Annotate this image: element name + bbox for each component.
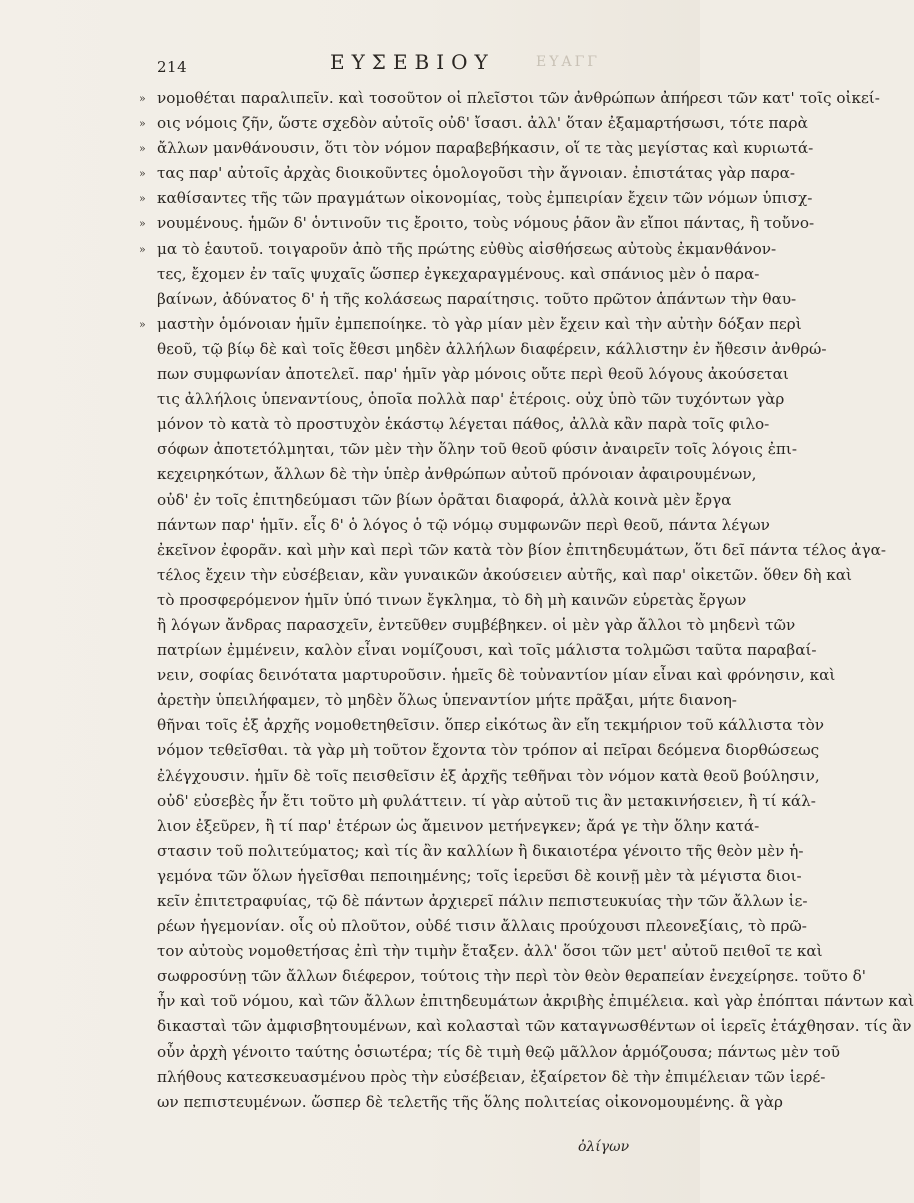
text-block bbox=[139, 86, 914, 1115]
line-text: ἦν καὶ τοῦ νόμου, καὶ τῶν ἄλλων ἐπιτηδευμάτων ἀκριβὴς ἐπιμέλεια. καὶ γὰρ ἐπόπται πάντων καὶ bbox=[157, 992, 914, 1011]
text-line bbox=[157, 287, 797, 312]
text-line bbox=[157, 764, 820, 789]
text-line bbox=[139, 136, 814, 161]
quotation-mark: » bbox=[139, 242, 146, 256]
text-line bbox=[139, 237, 777, 262]
quotation-mark: » bbox=[139, 317, 146, 331]
text-line bbox=[157, 914, 807, 939]
text-line bbox=[157, 1040, 840, 1065]
text-line bbox=[139, 111, 808, 136]
line-text: ων πεπιστευμένων. ὥσπερ δὲ τελετῆς τῆς ὅλης πολιτείας οἰκονομουμένης. ἃ γὰρ bbox=[157, 1092, 783, 1111]
text-line bbox=[157, 663, 836, 688]
text-line bbox=[157, 713, 824, 738]
text-line bbox=[139, 161, 796, 186]
catchword: ὀλίγων bbox=[578, 1139, 630, 1155]
line-text: βαίνων, ἀδύνατος δ' ἡ τῆς κολάσεως παραίτησις. τοῦτο πρῶτον ἁπάντων τὴν θαυ- bbox=[157, 289, 797, 308]
text-line bbox=[157, 262, 760, 287]
text-line bbox=[157, 638, 817, 663]
line-text: νειν, σοφίας δεινότατα μαρτυροῦσιν. ἡμεῖς δὲ τοὐναντίον μίαν εἶναι καὶ φρόνησιν, καὶ bbox=[157, 666, 836, 685]
line-text: κεχειρηκότων, ἄλλων δὲ τὴν ὑπὲρ ἀνθρώπων αὐτοῦ πρόνοιαν ἀφαιρουμένων, bbox=[157, 465, 757, 484]
text-line bbox=[157, 688, 737, 713]
text-line bbox=[157, 889, 808, 914]
text-line bbox=[157, 588, 747, 613]
line-text: μόνον τὸ κατὰ τὸ προστυχὸν ἑκάστῳ λέγεται πάθος, ἀλλὰ κἂν παρὰ τοῖς φιλο- bbox=[157, 415, 770, 434]
text-line bbox=[157, 613, 796, 638]
line-text: ρέων ἡγεμονίαν. οἷς οὐ πλοῦτον, οὐδέ τισιν ἄλλαις προύχουσι πλεονεξίαις, τὸ πρῶ- bbox=[157, 917, 807, 936]
line-text: ἄλλων μανθάνουσιν, ὅτι τὸν νόμον παραβεβήκασιν, οἵ τε τὰς μεγίστας καὶ κυριωτά- bbox=[157, 139, 814, 158]
text-line bbox=[157, 1014, 912, 1039]
line-text: λιον ἐξεῦρεν, ἢ τί παρ' ἑτέρων ὡς ἄμεινον μετήνεγκεν; ἄρά γε τὴν ὅλην κατά- bbox=[157, 816, 760, 835]
text-line bbox=[157, 989, 914, 1014]
text-line bbox=[157, 964, 866, 989]
text-line bbox=[157, 563, 852, 588]
text-line bbox=[157, 789, 816, 814]
line-text: σόφων ἀποτετόλμηται, τῶν μὲν τὴν ὅλην τοῦ θεοῦ φύσιν ἀναιρεῖν τοῖς λόγοις ἐπι- bbox=[157, 440, 797, 459]
line-text: τὸ προσφερόμενον ἡμῖν ὑπό τινων ἔγκλημα, τὸ δὴ μὴ καινῶν εὑρετὰς ἔργων bbox=[157, 590, 747, 609]
text-line bbox=[157, 738, 820, 763]
line-text: πων συμφωνίαν ἀποτελεῖ. παρ' ἡμῖν γὰρ μόνοις οὔτε περὶ θεοῦ λόγους ἀκούσεται bbox=[157, 365, 789, 384]
text-line bbox=[157, 362, 789, 387]
line-text: δικασταὶ τῶν ἀμφισβητουμένων, καὶ κολασταὶ τῶν καταγνωσθέντων οἱ ἱερεῖς ἐτάχθησαν. τίς ἂν bbox=[157, 1017, 912, 1036]
quotation-mark: » bbox=[139, 92, 146, 105]
text-line bbox=[157, 839, 804, 864]
text-line bbox=[157, 1090, 783, 1115]
text-line bbox=[139, 312, 802, 337]
quotation-mark: » bbox=[139, 167, 146, 181]
line-text: σωφροσύνῃ τῶν ἄλλων διέφερον, τούτοις τὴν περὶ τὸν θεὸν θεραπείαν ἐνεχείρησε. τοῦτο δ' bbox=[157, 967, 866, 986]
line-text: πατρίων ἐμμένειν, καλὸν εἶναι νομίζουσι, καὶ τοῖς μάλιστα τολμῶσι ταῦτα παραβαί- bbox=[157, 641, 817, 660]
quotation-mark: » bbox=[139, 117, 146, 131]
text-line bbox=[139, 186, 813, 211]
line-text: ἢ λόγων ἄνδρας παρασχεῖν, ἐντεῦθεν συμβέβηκεν. οἱ μὲν γὰρ ἄλλοι τὸ μηδενὶ τῶν bbox=[157, 615, 796, 634]
text-line bbox=[157, 387, 785, 412]
line-text: νουμένους. ἡμῶν δ' ὁντινοῦν τις ἔροιτο, τοὺς νόμους ῥᾶον ἂν εἴποι πάντας, ἢ τοὔνο- bbox=[157, 214, 815, 233]
running-title: ΕΥΣΕΒΙΟΥ bbox=[330, 50, 495, 74]
text-line bbox=[157, 513, 770, 538]
text-line bbox=[157, 939, 823, 964]
line-text: κεῖν ἐπιτετραφυίας, τῷ δὲ πάντων ἀρχιερεῖ πάλιν πεπιστευκυίας τὴν τῶν ἄλλων ἱε- bbox=[157, 892, 808, 910]
line-text: στασιν τοῦ πολιτεύματος; καὶ τίς ἂν καλλίων ἢ δικαιοτέρα γένοιτο τῆς θεὸν μὲν ἡ- bbox=[157, 841, 804, 860]
bleed-through-text: ΕΥΑΓΓ bbox=[536, 54, 600, 70]
text-line bbox=[157, 462, 757, 487]
line-text: τες, ἔχομεν ἐν ταῖς ψυχαῖς ὥσπερ ἐγκεχαραγμένους. καὶ σπάνιος μὲν ὁ παρα- bbox=[157, 264, 760, 283]
line-text: γεμόνα τῶν ὅλων ἡγεῖσθαι πεποιημένης; τοῖς ἱερεῦσι δὲ κοινῇ μὲν τὰ μέγιστα διοι- bbox=[157, 866, 802, 885]
line-text: τις ἀλλήλοις ὑπεναντίους, ὁποῖα πολλὰ παρ' ἑτέροις. οὐχ ὑπὸ τῶν τυχόντων γὰρ bbox=[157, 390, 785, 409]
line-text: οὐδ' εὐσεβὲς ἦν ἔτι τοῦτο μὴ φυλάττειν. τί γὰρ αὐτοῦ τις ἂν μετακινήσειεν, ἢ τί κάλ- bbox=[157, 791, 816, 810]
line-text: πάντων παρ' ἡμῖν. εἷς δ' ὁ λόγος ὁ τῷ νόμῳ συμφωνῶν περὶ θεοῦ, πάντα λέγων bbox=[157, 515, 770, 534]
line-text: ἀρετὴν ὑπειλήφαμεν, τὸ μηδὲν ὅλως ὑπεναντίον μήτε πρᾶξαι, μήτε διανοη- bbox=[157, 691, 737, 710]
line-text: οὐδ' ἐν τοῖς ἐπιτηδεύμασι τῶν βίων ὁρᾶται διαφορά, ἀλλὰ κοινὰ μὲν ἔργα bbox=[157, 490, 732, 509]
line-text: μαστὴν ὁμόνοιαν ἡμῖν ἐμπεποίηκε. τὸ γὰρ μίαν μὲν ἔχειν καὶ τὴν αὐτὴν δόξαν περὶ bbox=[157, 314, 802, 333]
line-text: νομοθέται παραλιπεῖν. καὶ τοσοῦτον οἱ πλεῖστοι τῶν ἀνθρώπων ἀπήρεσι τῶν κατ' τοῖς οἰκεί- bbox=[157, 89, 880, 107]
page-number: 214 bbox=[157, 58, 188, 76]
text-line bbox=[139, 211, 815, 236]
text-line bbox=[139, 86, 880, 111]
line-text: τέλος ἔχειν τὴν εὐσέβειαν, κἂν γυναικῶν ἀκούσειεν αὐτῆς, καὶ παρ' οἰκετῶν. ὅθεν δὴ καὶ bbox=[157, 565, 852, 584]
text-line bbox=[157, 437, 797, 462]
line-text: καθίσαντες τῆς τῶν πραγμάτων οἰκονομίας, τοὺς ἐμπειρίαν ἔχειν τῶν νόμων ὑπισχ- bbox=[157, 189, 813, 208]
quotation-mark: » bbox=[139, 142, 146, 156]
quotation-mark: » bbox=[139, 192, 146, 206]
line-text: θεοῦ, τῷ βίῳ δὲ καὶ τοῖς ἔθεσι μηδὲν ἀλλήλων διαφέρειν, κάλλιστην ἐν ἤθεσιν ἀνθρώ- bbox=[157, 339, 827, 358]
text-line bbox=[157, 864, 802, 889]
line-text: τον αὐτοὺς νομοθετήσας ἐπὶ τὴν τιμὴν ἔταξεν. ἀλλ' ὅσοι τῶν μετ' αὐτοῦ πειθοῖ τε καὶ bbox=[157, 942, 823, 961]
text-line bbox=[157, 538, 886, 563]
text-line bbox=[157, 488, 732, 513]
line-text: ἐκεῖνον ἐφορᾶν. καὶ μὴν καὶ περὶ τῶν κατὰ τὸν βίον ἐπιτηδευμάτων, ὅτι δεῖ πάντα τέλος ἀγα- bbox=[157, 540, 886, 559]
line-text: οὖν ἀρχὴ γένοιτο ταύτης ὁσιωτέρα; τίς δὲ τιμὴ θεῷ μᾶλλον ἁρμόζουσα; πάντως μὲν τοῦ bbox=[157, 1042, 840, 1061]
line-text: οις νόμοις ζῆν, ὥστε σχεδὸν αὐτοῖς οὐδ' ἴσασι. ἀλλ' ὅταν ἐξαμαρτήσωσι, τότε παρὰ bbox=[157, 114, 808, 133]
line-text: πλήθους κατεσκευασμένου πρὸς τὴν εὐσέβειαν, ἐξαίρετον δὲ τὴν ἐπιμέλειαν τῶν ἱερέ- bbox=[157, 1067, 826, 1086]
text-line bbox=[157, 814, 760, 839]
text-line bbox=[157, 1065, 826, 1090]
text-line bbox=[157, 412, 770, 437]
line-text: ἐλέγχουσιν. ἡμῖν δὲ τοῖς πεισθεῖσιν ἐξ ἀρχῆς τεθῆναι τὸν νόμον κατὰ θεοῦ βούλησιν, bbox=[157, 766, 820, 785]
text-line bbox=[157, 337, 827, 362]
line-text: νόμον τεθεῖσθαι. τὰ γὰρ μὴ τοῦτον ἔχοντα τὸν τρόπον αἱ πεῖραι δεόμενα διορθώσεως bbox=[157, 741, 820, 760]
quotation-mark: » bbox=[139, 217, 146, 231]
line-text: θῆναι τοῖς ἐξ ἀρχῆς νομοθετηθεῖσιν. ὅπερ εἰκότως ἂν εἴη τεκμήριον τοῦ κάλλιστα τὸν bbox=[157, 716, 824, 735]
line-text: μα τὸ ἑαυτοῦ. τοιγαροῦν ἀπὸ τῆς πρώτης εὐθὺς αἰσθήσεως αὐτοὺς ἐκμανθάνον- bbox=[157, 239, 777, 258]
line-text: τας παρ' αὐτοῖς ἀρχὰς διοικοῦντες ὁμολογοῦσι τὴν ἄγνοιαν. ἐπιστάτας γὰρ παρα- bbox=[157, 164, 796, 183]
